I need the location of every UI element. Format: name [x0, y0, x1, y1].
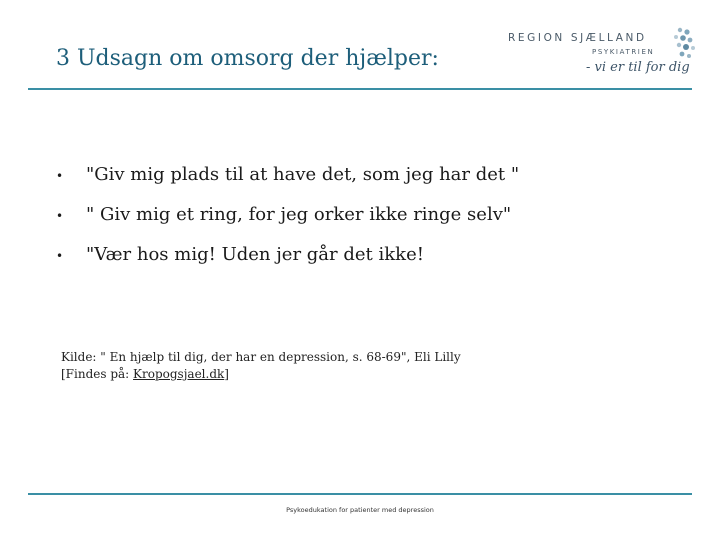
list-item	[56, 244, 519, 284]
quote-text: "Vær hos mig! Uden jer går det ikke!	[86, 244, 424, 265]
list-item	[56, 164, 519, 204]
footer-divider	[28, 493, 692, 495]
logo-department: PSYKIATRIEN	[592, 48, 655, 56]
source-prefix: [Findes på:	[61, 367, 134, 381]
logo-tagline: - vi er til for dig	[586, 60, 690, 75]
quote-text: "Giv mig plads til at have det, som jeg har det "	[86, 164, 520, 185]
quote-list	[56, 164, 519, 284]
source-citation	[61, 349, 461, 383]
bullet-icon: •	[56, 169, 64, 183]
source-link-line	[61, 366, 461, 383]
kropogsjael-link[interactable]: Kropogsjael.dk	[133, 367, 225, 381]
source-suffix: ]	[224, 367, 229, 381]
list-item	[56, 204, 519, 244]
logo-name: REGION SJÆLLAND	[508, 32, 647, 44]
source-line: Kilde: " En hjælp til dig, der har en depression, s. 68-69", Eli Lilly	[61, 350, 461, 364]
bullet-icon: •	[56, 209, 64, 223]
bullet-icon: •	[56, 249, 64, 263]
region-sjaelland-logo	[508, 26, 698, 90]
quote-text: " Giv mig et ring, for jeg orker ikke ringe selv"	[86, 204, 512, 225]
footer-text: Psykoedukation for patienter med depression	[286, 506, 434, 514]
logo-dots-icon	[668, 26, 698, 66]
header-divider	[28, 88, 692, 90]
slide-title: 3 Udsagn om omsorg der hjælper:	[56, 46, 439, 71]
